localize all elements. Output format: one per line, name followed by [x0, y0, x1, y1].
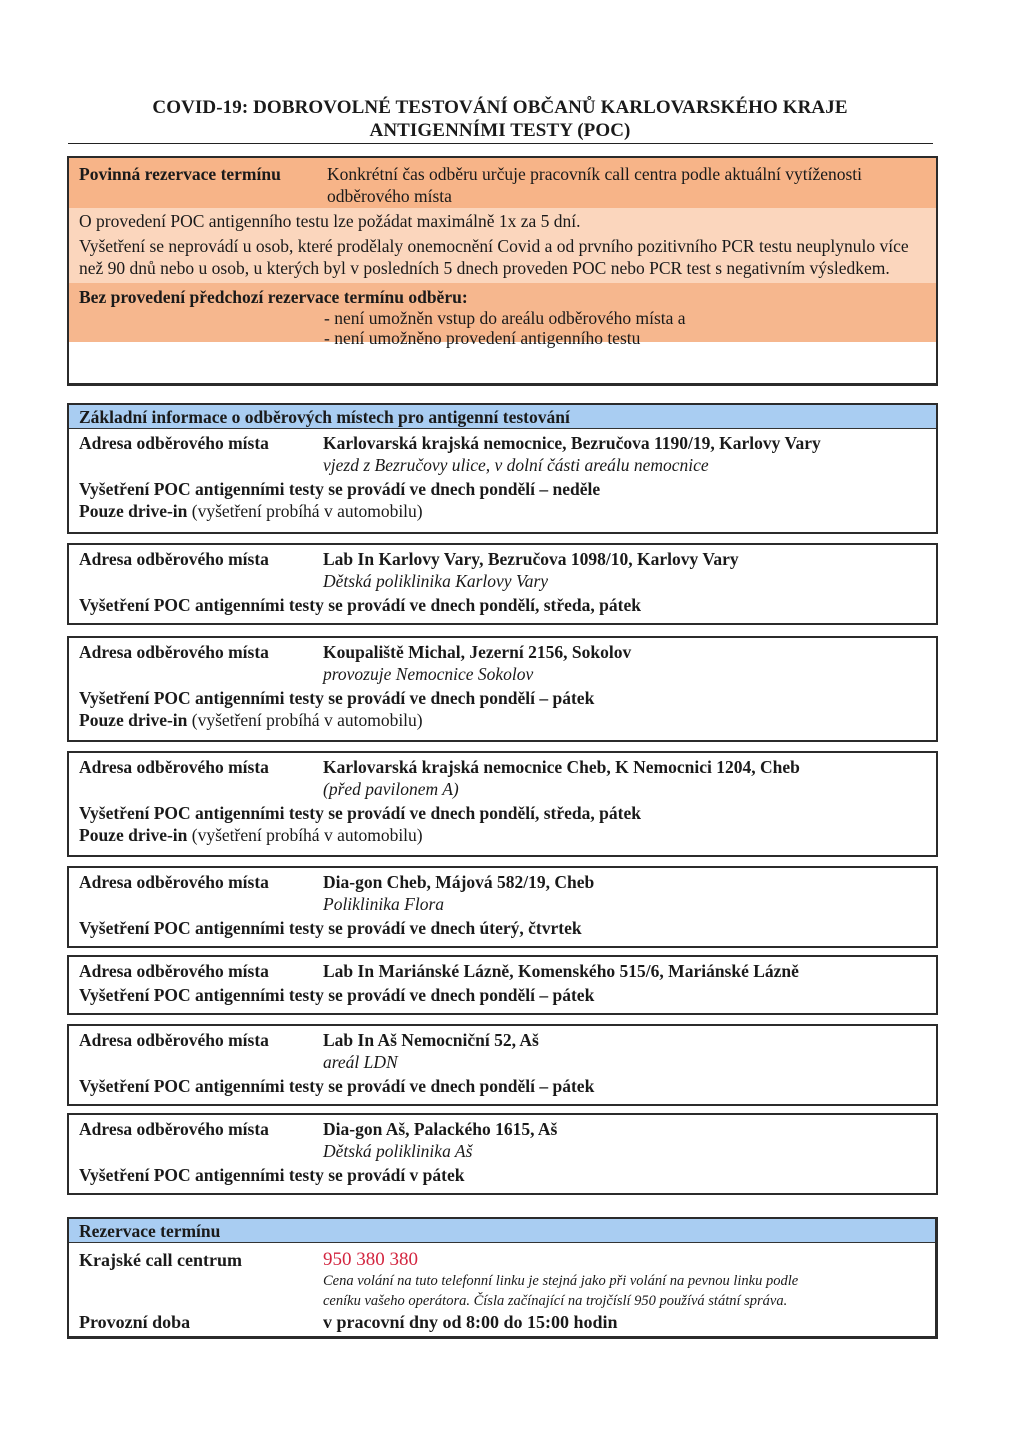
no-reservation-heading: Bez provedení předchozí rezervace termínu odběru:	[79, 287, 468, 307]
site-days: Vyšetření POC antigenními testy se provádí ve dnech pondělí, středa, pátek	[79, 595, 641, 615]
drive-in-note: Pouze drive-in (vyšetření probíhá v automobilu)	[79, 501, 423, 521]
site-address: Karlovarská krajská nemocnice Cheb, K Nemocnici 1204, Cheb	[323, 757, 800, 777]
address-label: Adresa odběrového místa	[79, 757, 269, 777]
test-frequency-text: O provedení POC antigenního testu lze požádat maximálně 1x za 5 dní.	[79, 211, 581, 231]
sites-section-header: Základní informace o odběrových místech pro antigenní testování	[69, 405, 936, 429]
site-days: Vyšetření POC antigenními testy se provádí ve dnech pondělí, středa, pátek	[79, 803, 641, 823]
site-address: Lab In Aš Nemocniční 52, Aš	[323, 1030, 539, 1050]
operating-hours: v pracovní dny od 8:00 do 15:00 hodin	[323, 1312, 618, 1332]
reservation-header: Rezervace termínu	[69, 1219, 935, 1243]
call-center-row	[69, 1249, 935, 1271]
drive-in-note: Pouze drive-in (vyšetření probíhá v automobilu)	[79, 710, 423, 730]
site-info	[69, 429, 936, 525]
operating-hours-row	[69, 1311, 935, 1333]
site-card	[67, 636, 938, 742]
site-card	[67, 751, 938, 857]
site-address: Lab In Mariánské Lázně, Komenského 515/6, Mariánské Lázně	[323, 961, 799, 981]
site-note: areál LDN	[323, 1052, 398, 1072]
warning-bullet: - není umožněno provedení antigenního testu	[324, 328, 641, 348]
rules-box	[67, 156, 938, 386]
exclusion-text: Vyšetření se neprovádí u osob, které prodělaly onemocnění Covid a od prvního pozitivního PCR testu neuplynulo více než 90 dnů nebo u osob, u kterých byl v posledních 5 dnech proveden POC nebo PCR test s negativním výsledkem.	[79, 236, 909, 278]
mandatory-reservation-row	[69, 158, 936, 208]
site-note: vjezd z Bezručovy ulice, v dolní části areálu nemocnice	[323, 455, 709, 475]
site-card	[67, 955, 938, 1015]
title-line-2: ANTIGENNÍMI TESTY (POC)	[369, 120, 631, 141]
site-note: Dětská poliklinika Aš	[323, 1141, 473, 1161]
site-days: Vyšetření POC antigenními testy se provádí ve dnech pondělí – pátek	[79, 985, 595, 1005]
site-note: (před pavilonem A)	[323, 779, 459, 799]
rules-conditions	[69, 208, 936, 283]
reservation-box	[67, 1217, 938, 1339]
page-title	[60, 96, 940, 142]
title-line-1: COVID-19: DOBROVOLNÉ TESTOVÁNÍ OBČANŮ KARLOVARSKÉHO KRAJE	[152, 97, 848, 118]
warning-bullet: - není umožněn vstup do areálu odběrového místa a	[324, 308, 686, 328]
address-label: Adresa odběrového místa	[79, 433, 269, 453]
address-label: Adresa odběrového místa	[79, 961, 269, 981]
site-address: Dia-gon Cheb, Májová 582/19, Cheb	[323, 872, 595, 892]
site-days: Vyšetření POC antigenními testy se provádí ve dnech pondělí – pátek	[79, 1076, 595, 1096]
address-label: Adresa odběrového místa	[79, 1119, 269, 1139]
site-note: provozuje Nemocnice Sokolov	[323, 664, 534, 684]
site-card	[67, 866, 938, 948]
address-label: Adresa odběrového místa	[79, 872, 269, 892]
address-label: Adresa odběrového místa	[79, 1030, 269, 1050]
call-center-label: Krajské call centrum	[79, 1250, 242, 1270]
site-days: Vyšetření POC antigenními testy se provádí ve dnech pondělí – pátek	[79, 688, 595, 708]
mandatory-reservation-label: Povinná rezervace termínu	[79, 164, 281, 184]
site-card	[67, 543, 938, 625]
no-reservation-warning	[69, 283, 936, 348]
operating-hours-label: Provozní doba	[79, 1312, 191, 1332]
site-days: Vyšetření POC antigenními testy se provádí ve dnech pondělí – neděle	[79, 479, 601, 499]
address-label: Adresa odběrového místa	[79, 642, 269, 662]
site-address: Koupaliště Michal, Jezerní 2156, Sokolov	[323, 642, 632, 662]
site-card	[67, 1024, 938, 1106]
call-center-phone[interactable]: 950 380 380	[323, 1249, 418, 1270]
site-address: Karlovarská krajská nemocnice, Bezručova 1190/19, Karlovy Vary	[323, 433, 821, 453]
site-card	[67, 1113, 938, 1195]
call-price-note: Cena volání na tuto telefonní linku je stejná jako při volání na pevnou linku podle ceníku vašeho operátora. Čísla začínající na trojčíslí 950 používá státní správa.	[323, 1273, 799, 1309]
site-note: Poliklinika Flora	[323, 894, 445, 914]
site-days: Vyšetření POC antigenními testy se provádí ve dnech úterý, čtvrtek	[79, 918, 582, 938]
site-address: Dia-gon Aš, Palackého 1615, Aš	[323, 1119, 558, 1139]
mandatory-reservation-text: Konkrétní čas odběru určuje pracovník call centra podle aktuální vytíženosti odběrového místa	[327, 164, 863, 206]
address-label: Adresa odběrového místa	[79, 549, 269, 569]
site-note: Dětská poliklinika Karlovy Vary	[323, 571, 549, 591]
drive-in-note: Pouze drive-in (vyšetření probíhá v automobilu)	[79, 825, 423, 845]
title-divider	[68, 143, 933, 144]
site-days: Vyšetření POC antigenními testy se provádí v pátek	[79, 1165, 465, 1185]
site-card	[67, 403, 938, 534]
site-address: Lab In Karlovy Vary, Bezručova 1098/10, Karlovy Vary	[323, 549, 739, 569]
